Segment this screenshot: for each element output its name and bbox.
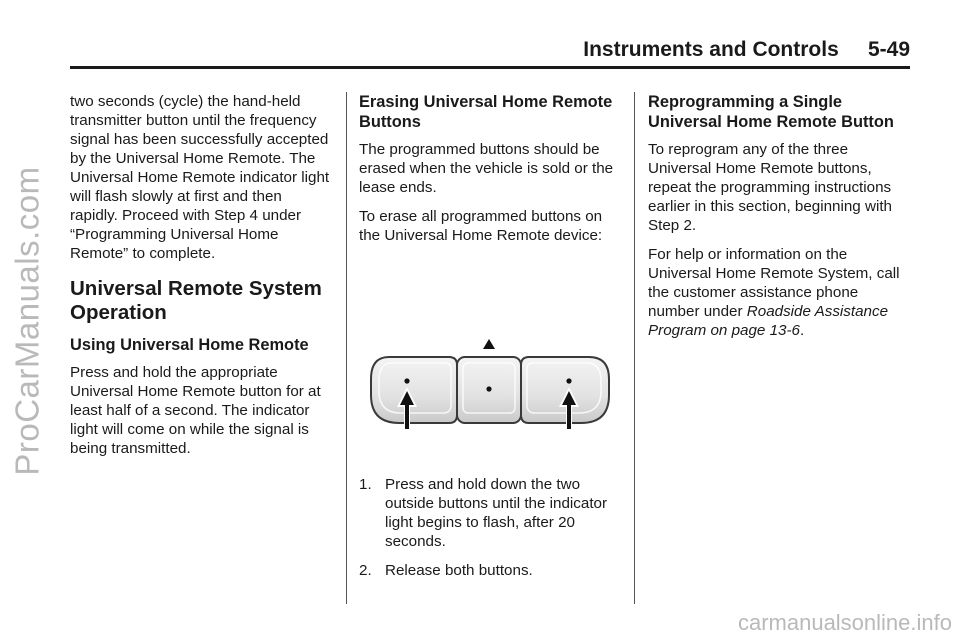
subheading-using-remote: Using Universal Home Remote	[70, 336, 309, 354]
left-remote-button	[371, 357, 457, 423]
step-number: 2.	[359, 562, 372, 579]
page-number: 5-49	[867, 38, 910, 61]
roadside-assistance-link[interactable]: Roadside Assistance Program on page 13-6	[648, 303, 889, 339]
page-header	[70, 28, 910, 69]
help-text: For help or information on the Universal Home Remote System, call the customer assistance phone number under	[648, 246, 900, 320]
list-item	[359, 475, 621, 551]
erasing-paragraph-1: The programmed buttons should be erased when the vehicle is sold or the lease ends.	[359, 141, 614, 196]
help-text-suffix: .	[799, 322, 805, 339]
header-title	[583, 38, 910, 62]
step-text: Release both buttons.	[385, 562, 533, 579]
section-title: Instruments and Controls	[583, 38, 839, 61]
right-button-dot	[566, 378, 571, 383]
step-text: Press and hold down the two outside buttons until the indicator light begins to flash, after 20 seconds.	[385, 476, 608, 550]
middle-button-dot	[486, 386, 491, 391]
section-heading: Universal Remote System Operation	[70, 277, 322, 324]
left-button-dot	[404, 378, 409, 383]
remote-buttons-svg	[359, 255, 621, 475]
indicator-light-triangle-icon	[483, 339, 495, 349]
side-watermark	[6, 0, 50, 642]
using-remote-paragraph: Press and hold the appropriate Universal Home Remote button for at least half of a second. The indicator light will come on while the signal is being transmitted.	[70, 364, 321, 457]
column-2	[359, 92, 621, 590]
reprogramming-heading: Reprogramming a Single Universal Home Remote Button	[648, 93, 894, 131]
side-watermark-text: ProCarManuals.com	[9, 166, 46, 476]
column-3	[648, 92, 910, 350]
reprogramming-paragraph-1: To reprogram any of the three Universal Home Remote buttons, repeat the programming instructions earlier in this section, beginning with Step 2.	[648, 141, 892, 234]
erasing-steps-list	[359, 475, 621, 580]
right-remote-button	[521, 357, 609, 423]
erasing-heading: Erasing Universal Home Remote Buttons	[359, 93, 613, 131]
reprogramming-paragraph-2	[648, 245, 910, 340]
column-1	[70, 92, 332, 468]
continued-paragraph: two seconds (cycle) the hand-held transmitter button until the frequency signal has been successfully accepted by the Universal Home Remote. The Universal Home Remote indicator light will flash slowly at first and then rapidly. Proceed with Step 4 under “Programming Universal Home Remote” to complete.	[70, 93, 330, 262]
middle-remote-button	[457, 357, 521, 423]
erasing-paragraph-2: To erase all programmed buttons on the Universal Home Remote device:	[359, 208, 603, 244]
column-divider-1	[346, 92, 347, 604]
remote-buttons-illustration	[359, 255, 621, 475]
column-divider-2	[634, 92, 635, 604]
step-number: 1.	[359, 476, 372, 493]
footer-watermark: carmanualsonline.info	[737, 610, 952, 635]
list-item	[359, 561, 621, 580]
